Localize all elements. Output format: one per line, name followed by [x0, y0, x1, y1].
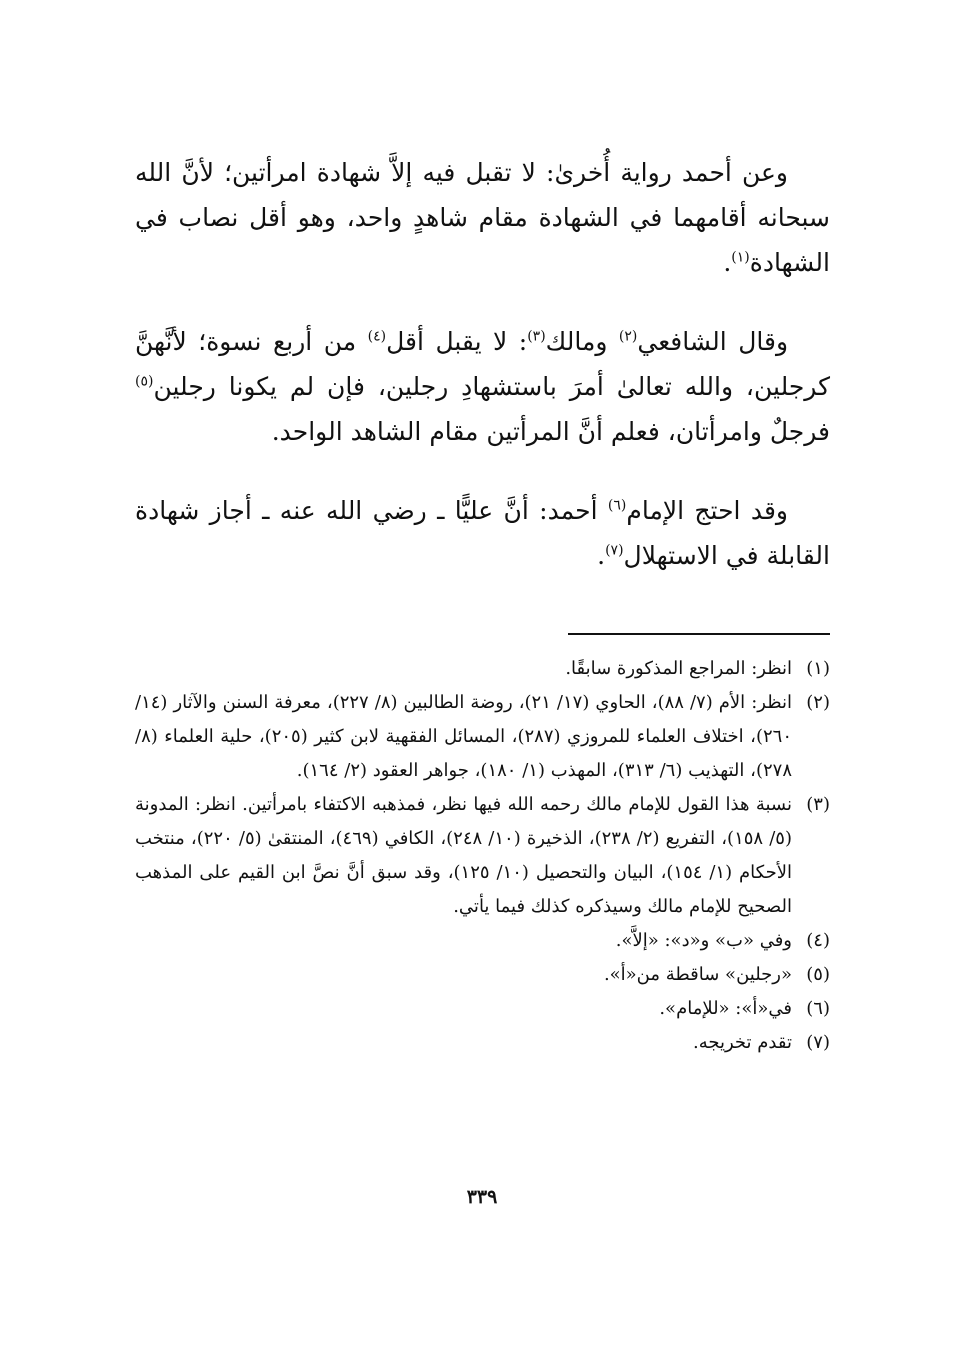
footnote-text: تقدم تخريجه. [693, 1032, 792, 1053]
footnote-ref[interactable]: (٦) [607, 497, 627, 514]
footnote-number: (٥) [806, 964, 830, 985]
footnote-ref[interactable]: (٣) [527, 328, 546, 345]
footnote-3 [135, 788, 830, 924]
footnotes [135, 652, 830, 1060]
paragraph-segment: : لا يقبل أقل [386, 327, 528, 356]
main-text [135, 150, 830, 612]
footnote-number: (٧) [806, 1032, 830, 1053]
footnote-5 [135, 958, 830, 992]
paragraph-3 [135, 488, 830, 578]
footnote-ref[interactable]: (١) [731, 249, 750, 266]
paragraph-tail: . [723, 248, 732, 277]
footnote-ref[interactable]: (٤) [367, 328, 387, 345]
paragraph-segment: من أربع نسوة؛ لأنَّهنَّ كرجلين، والله تعالىٰ أمرَ باستشهادِ رجلين، فإن لم يكونا رجلين [135, 327, 831, 401]
footnote-text: وفي «ب» و«د»: «إلاَّ». [615, 930, 792, 951]
footnote-text: في«أ»: «للإمام». [659, 998, 792, 1019]
paragraph-segment: أحمد: أنَّ عليًّا ـ رضي الله عنه ـ أجاز شهادة القابلة في الاستهلال [135, 496, 830, 570]
footnote-4 [135, 924, 830, 958]
paragraph-segment: وقال الشافعي [637, 327, 789, 356]
paragraph-segment: فرجلٌ وامرأتان، فعلم أنَّ المرأتين مقام الشاهد الواحد. [271, 417, 830, 446]
footnote-text: نسبة هذا القول للإمام مالك رحمه الله فيها نظر، فمذهبه الاكتفاء بامرأتين. انظر: المدونة (٥/ ١٥٨)، التفريع (٢/ ٢٣٨)، الذخيرة (١٠/ ٢٤٨)، الكافي (٤٦٩)، المنتقىٰ (٥/ ٢٢٠)، منتخب الأحكام (١/ ١٥٤)، البيان والتحصيل (١٠/ ١٢٥)، وقد سبق أنَّ نصَّ ابن القيم على المذهب الصحيح للإمام مالك وسيذكره كذلك فيما يأتي. [135, 794, 792, 917]
paragraph-1 [135, 150, 830, 285]
paragraph-segment: . [597, 541, 606, 570]
footnote-1 [135, 652, 830, 686]
footnote-number: (٦) [806, 998, 830, 1019]
footnote-ref[interactable]: (٥) [135, 373, 154, 390]
footnote-text: انظر: المراجع المذكورة سابقًا. [565, 658, 792, 679]
footnote-ref[interactable]: (٧) [605, 542, 624, 559]
paragraph-2 [135, 319, 830, 454]
footnote-number: (٤) [806, 930, 830, 951]
footnote-2 [135, 686, 830, 788]
footnote-text: انظر: الأم (٧/ ٨٨)، الحاوي (١٧/ ٢١)، روضة الطالبين (٨/ ٢٢٧)، معرفة السنن والآثار (١٤/ ٢٦٠)، اختلاف العلماء للمروزي (٢٨٧)، المسائل الفقهية لابن كثير (٢٠٥)، حلية العلماء (٨/ ٢٧٨)، التهذيب (٦/ ٣١٣)، المهذب (١/ ١٨٠)، جواهر العقود (٢/ ١٦٤). [135, 692, 792, 781]
footnote-7 [135, 1026, 830, 1060]
footnote-number: (٣) [806, 794, 830, 815]
paragraph-segment: ومالك [545, 327, 619, 356]
footnote-number: (١) [806, 658, 830, 679]
footnote-number: (٢) [806, 692, 830, 713]
footnote-text: «رجلين» ساقطة من«أ». [603, 964, 792, 985]
page-number: ٣٣٩ [466, 1186, 498, 1208]
paragraph-text: وعن أحمد رواية أُخرىٰ: لا تقبل فيه إلاَّ شهادة امرأتين؛ لأنَّ الله سبحانه أقامهما في الشهادة مقام شاهدٍ واحد، وهو أقل نصاب في الشهادة [135, 158, 830, 277]
footnote-ref[interactable]: (٢) [618, 328, 638, 345]
paragraph-segment: وقد احتج الإمام [626, 496, 789, 525]
footnote-6 [135, 992, 830, 1026]
footnote-separator [568, 633, 830, 635]
